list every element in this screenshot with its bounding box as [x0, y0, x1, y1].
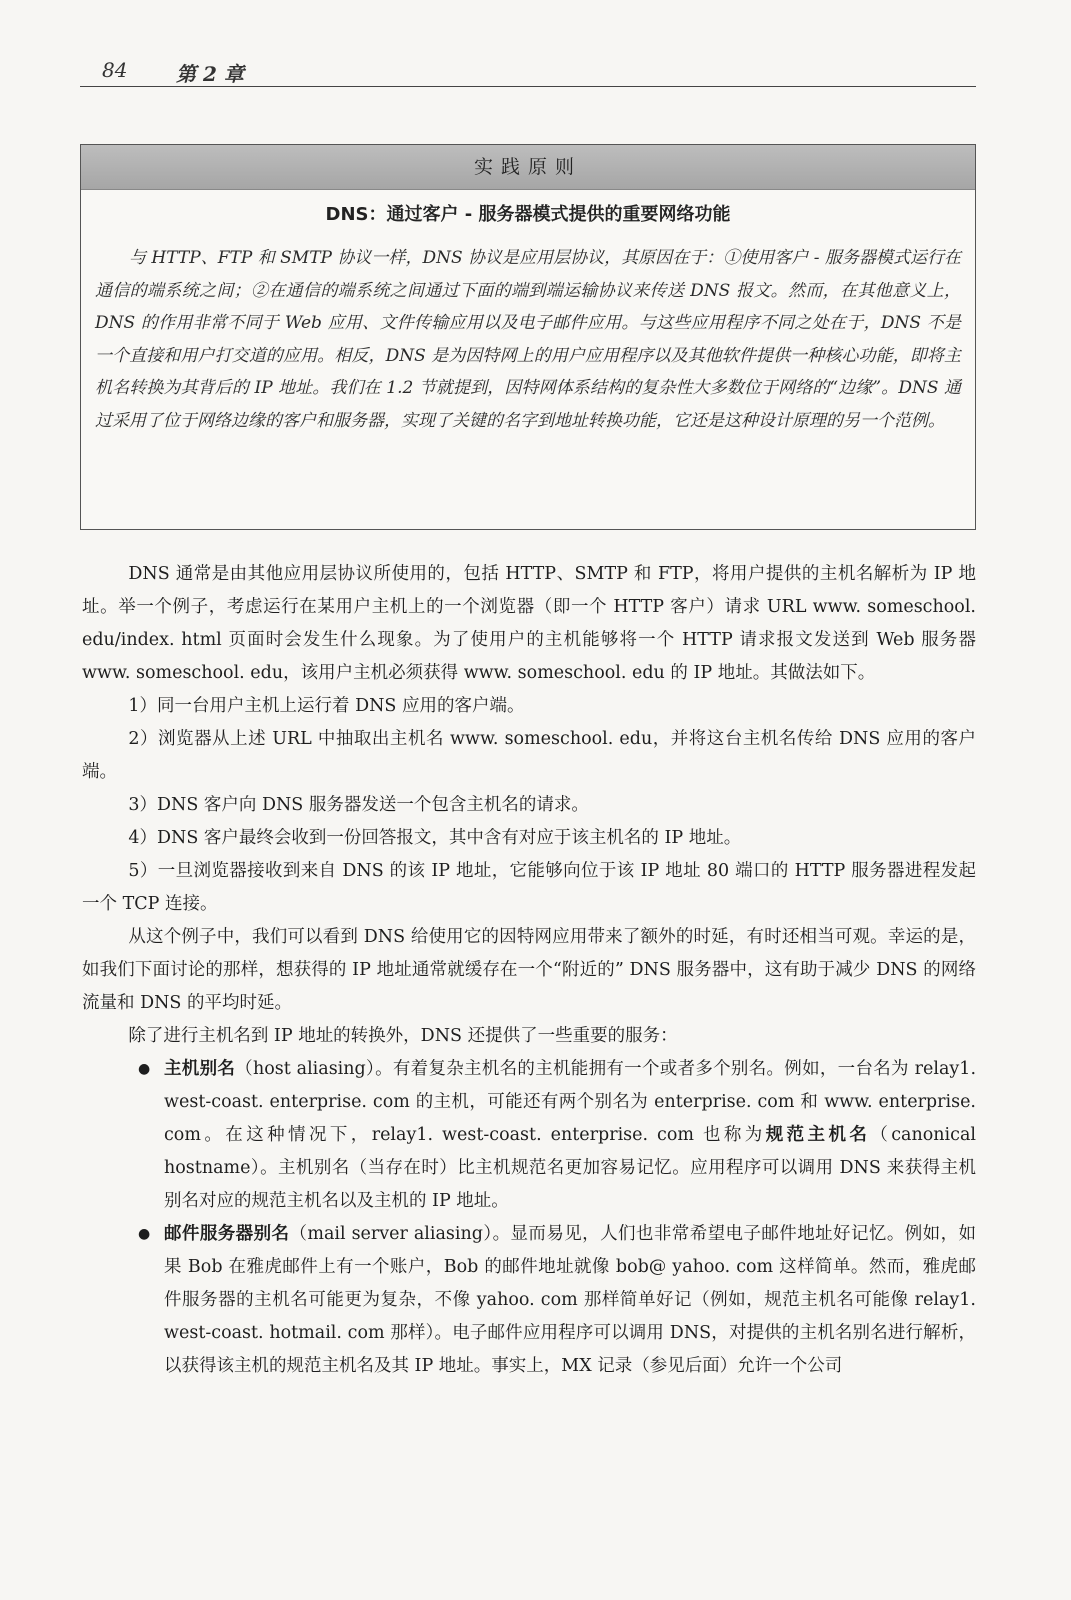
term-host-aliasing: 主机别名	[164, 1059, 236, 1079]
principle-sidebar-box	[80, 144, 976, 530]
mail-server-aliasing-text: （mail server aliasing）。显而易见，人们也非常希望电子邮件地址好记忆。例如，如果 Bob 在雅虎邮件上有一个账户，Bob 的邮件地址就像 bob@ yahoo. com 这样简单。然而，雅虎邮件服务器的主机名可能更为复杂，不像 yahoo. com 那样简单好记（例如，规范主机名可能像 relay1. west-coast. hotmail. com 那样）。电子邮件应用程序可以调用 DNS，对提供的主机名别名进行解析，以获得该主机的规范主机名及其 IP 地址。事实上，MX 记录（参见后面）允许一个公司	[164, 1224, 976, 1376]
step-2: 2）浏览器从上述 URL 中抽取出主机名 www. someschool. edu，并将这台主机名传给 DNS 应用的客户端。	[82, 729, 976, 782]
page-header	[80, 56, 976, 87]
host-aliasing-text-b: （canonical hostname）。主机别名（当存在时）比主机规范名更加容易记忆。应用程序可以调用 DNS 来获得主机别名对应的规范主机名以及主机的 IP 地址。	[164, 1125, 976, 1211]
bullet-icon: ●	[138, 1226, 151, 1242]
step-4: 4）DNS 客户最终会收到一份回答报文，其中含有对应于该主机名的 IP 地址。	[128, 828, 742, 848]
bullet-mail-server-aliasing	[82, 1218, 976, 1383]
sidebar-banner: 实践原则	[81, 145, 975, 190]
sidebar-title: DNS：通过客户 - 服务器模式提供的重要网络功能	[325, 204, 731, 225]
page-number: 84	[102, 58, 128, 82]
step-5: 5）一旦浏览器接收到来自 DNS 的该 IP 地址，它能够向位于该 IP 地址 80 端口的 HTTP 服务器进程发起一个 TCP 连接。	[82, 861, 976, 914]
services-intro: 除了进行主机名到 IP 地址的转换外，DNS 还提供了一些重要的服务：	[128, 1026, 678, 1046]
services-list	[82, 1053, 976, 1383]
host-aliasing-text-a: （host aliasing）。有着复杂主机名的主机能拥有一个或者多个别名。例如，一台名为 relay1. west-coast. enterprise. com 的主机，可能还有两个别名为 enterprise. com 和 www. enterprise. com。在这种情况下，relay1. west-coast. enterprise. com 也称为	[164, 1059, 977, 1145]
step-3: 3）DNS 客户向 DNS 服务器发送一个包含主机名的请求。	[128, 795, 589, 815]
step-1: 1）同一台用户主机上运行着 DNS 应用的客户端。	[128, 696, 525, 716]
bullet-host-aliasing	[82, 1053, 976, 1218]
bullet-icon: ●	[138, 1061, 151, 1077]
chapter-label: 第 2 章	[176, 62, 244, 86]
intro-paragraph: DNS 通常是由其他应用层协议所使用的，包括 HTTP、SMTP 和 FTP，将用户提供的主机名解析为 IP 地址。举一个例子，考虑运行在某用户主机上的一个浏览器（即一个 HTTP 客户）请求 URL www. someschool. edu/index. html 页面时会发生什么现象。为了使用户的主机能够将一个 HTTP 请求报文发送到 Web 服务器 www. someschool. edu，该用户主机必须获得 www. someschool. edu 的 IP 地址。其做法如下。	[82, 564, 976, 683]
sidebar-body: 与 HTTP、FTP 和 SMTP 协议一样，DNS 协议是应用层协议，其原因在于：①使用客户 - 服务器模式运行在通信的端系统之间；②在通信的端系统之间通过下面的端到端运输协议来传送 DNS 报文。然而，在其他意义上，DNS 的作用非常不同于 Web 应用、文件传输应用以及电子邮件应用。与这些应用程序不同之处在于，DNS 不是一个直接和用户打交道的应用。相反，DNS 是为因特网上的用户应用程序以及其他软件提供一种核心功能，即将主机名转换为其背后的 IP 地址。我们在 1.2 节就提到，因特网体系结构的复杂性大多数位于网络的“边缘”。DNS 通过采用了位于网络边缘的客户和服务器，实现了关键的名字到地址转换功能，它还是这种设计原理的另一个范例。	[95, 248, 961, 431]
main-text	[82, 558, 976, 1383]
term-canonical-hostname: 规范主机名	[765, 1125, 871, 1145]
latency-paragraph: 从这个例子中，我们可以看到 DNS 给使用它的因特网应用带来了额外的时延，有时还相当可观。幸运的是，如我们下面讨论的那样，想获得的 IP 地址通常就缓存在一个“附近的” DNS 服务器中，这有助于减少 DNS 的网络流量和 DNS 的平均时延。	[82, 927, 976, 1013]
term-mail-server-aliasing: 邮件服务器别名	[164, 1224, 290, 1244]
